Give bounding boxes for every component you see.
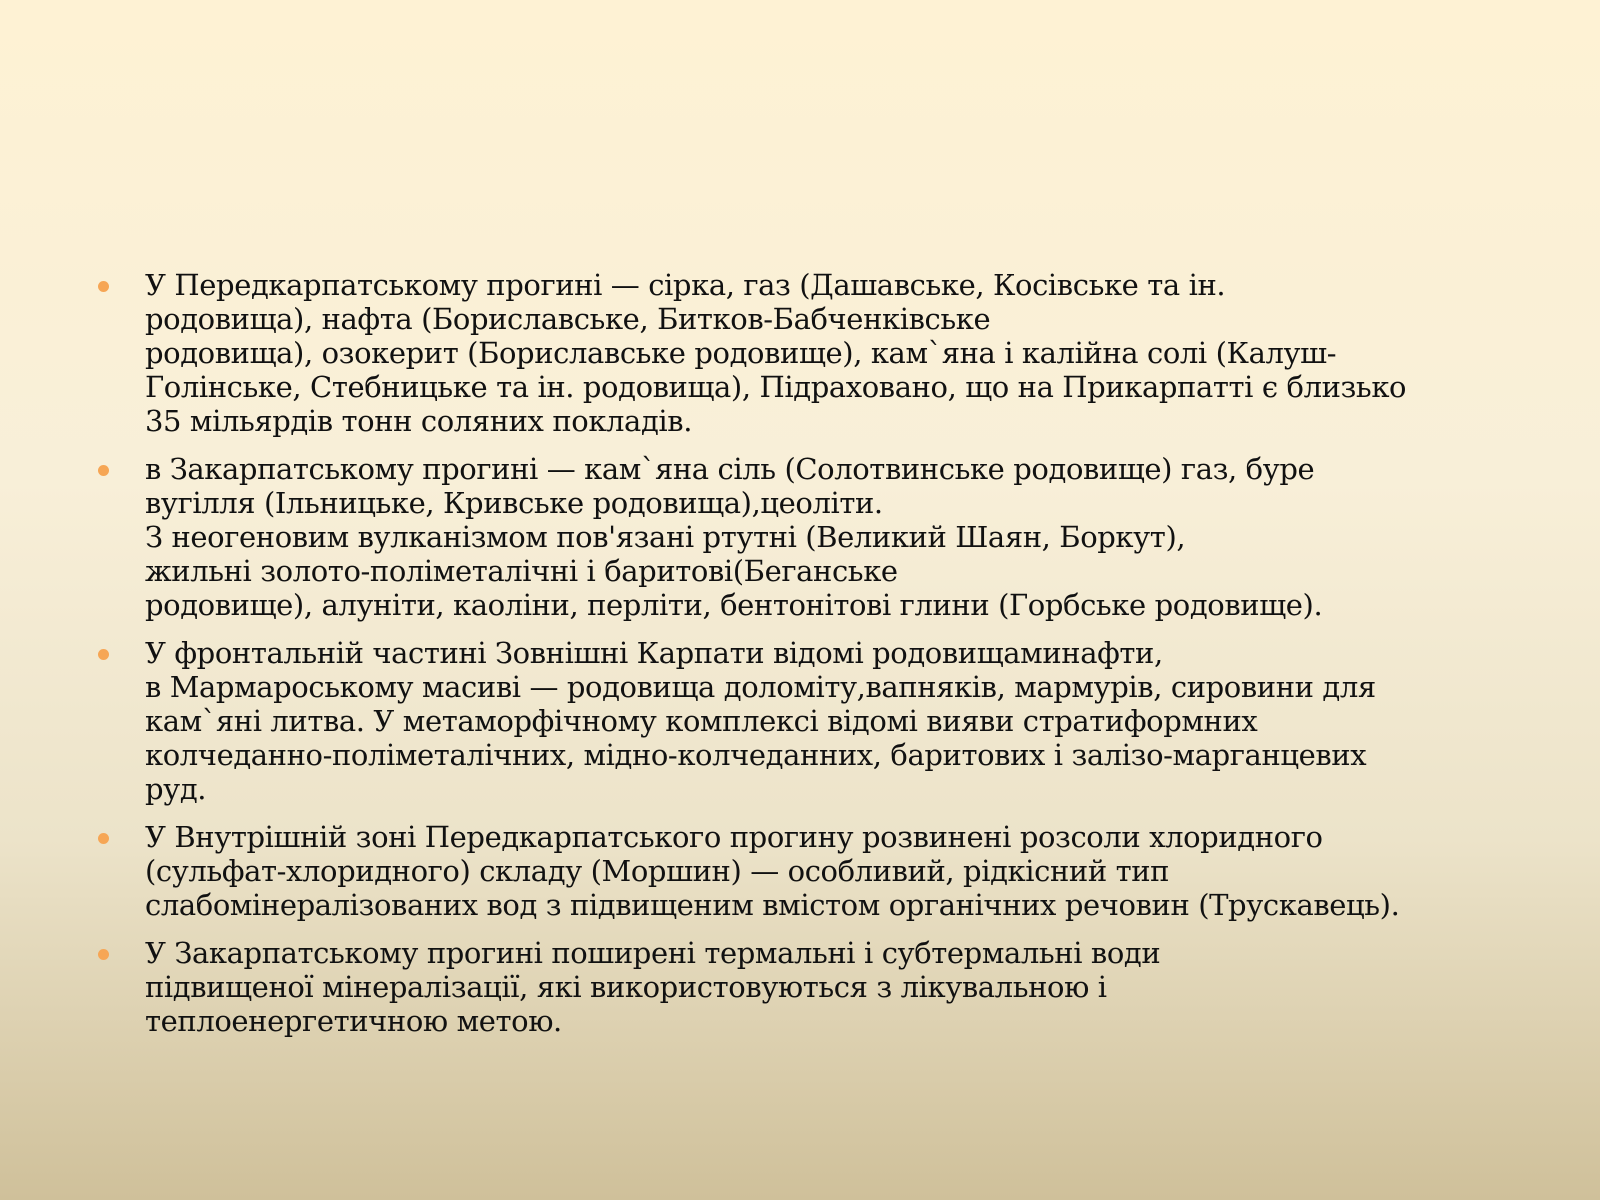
text-line: У Передкарпатському прогині — сірка, газ (Дашавське, Косівське та ін. <box>145 268 1226 302</box>
bullet-dot-icon <box>98 649 109 660</box>
list-item <box>95 452 1525 622</box>
text-line: У Закарпатському прогині поширені термальні і субтермальні води <box>145 936 1161 970</box>
bullet-dot-icon <box>98 281 109 292</box>
text-line: теплоенергетичною метою. <box>145 1004 562 1038</box>
text-line: У фронтальній частині Зовнішні Карпати відомі родовищаминафти, <box>145 636 1163 670</box>
list-item <box>95 936 1525 1038</box>
text-line: (сульфат-хлоридного) складу (Моршин) — особливий, рідкісний тип <box>145 854 1170 888</box>
text-line: родовище), алуніти, каоліни, перліти, бентонітові глини (Горбське родовище). <box>145 588 1323 622</box>
text-line: колчеданно-поліметалічних, мідно-колчеданних, баритових і залізо-марганцевих <box>145 738 1367 772</box>
text-line: підвищеної мінералізації, які використовуються з лікувальною і <box>145 970 1107 1004</box>
text-line: вугілля (Ільницьке, Кривське родовища),цеоліти. <box>145 486 883 520</box>
bullet-dot-icon <box>98 465 109 476</box>
list-item <box>95 820 1525 922</box>
text-line: в Закарпатському прогині — кам`яна сіль (Солотвинське родовище) газ, буре <box>145 452 1315 486</box>
bullet-list <box>95 268 1525 1052</box>
list-item <box>95 636 1525 806</box>
text-line: родовища), нафта (Бориславське, Битков-Бабченківське <box>145 302 991 336</box>
text-line: руд. <box>145 772 207 806</box>
text-line: У Внутрішній зоні Передкарпатського прогину розвинені розсоли хлоридного <box>145 820 1323 854</box>
bullet-dot-icon <box>98 949 109 960</box>
text-line: З неогеновим вулканізмом пов'язані ртутні (Великий Шаян, Боркут), <box>145 520 1186 554</box>
text-line: Голінське, Стебницьке та ін. родовища), Підраховано, що на Прикарпатті є близько <box>145 370 1407 404</box>
text-line: жильні золото-поліметалічні і баритові(Беганське <box>145 554 898 588</box>
list-item <box>95 268 1525 438</box>
text-line: 35 мільярдів тонн соляних покладів. <box>145 404 693 438</box>
text-line: слабомінералізованих вод з підвищеним вмістом органічних речовин (Трускавець). <box>145 888 1400 922</box>
text-line: кам`яні литва. У метаморфічному комплексі відомі вияви стратиформних <box>145 704 1258 738</box>
text-line: родовища), озокерит (Бориславське родовище), кам`яна і калійна солі (Калуш- <box>145 336 1337 370</box>
text-line: в Мармароському масиві — родовища доломіту,вапняків, мармурів, сировини для <box>145 670 1376 704</box>
bullet-dot-icon <box>98 833 109 844</box>
